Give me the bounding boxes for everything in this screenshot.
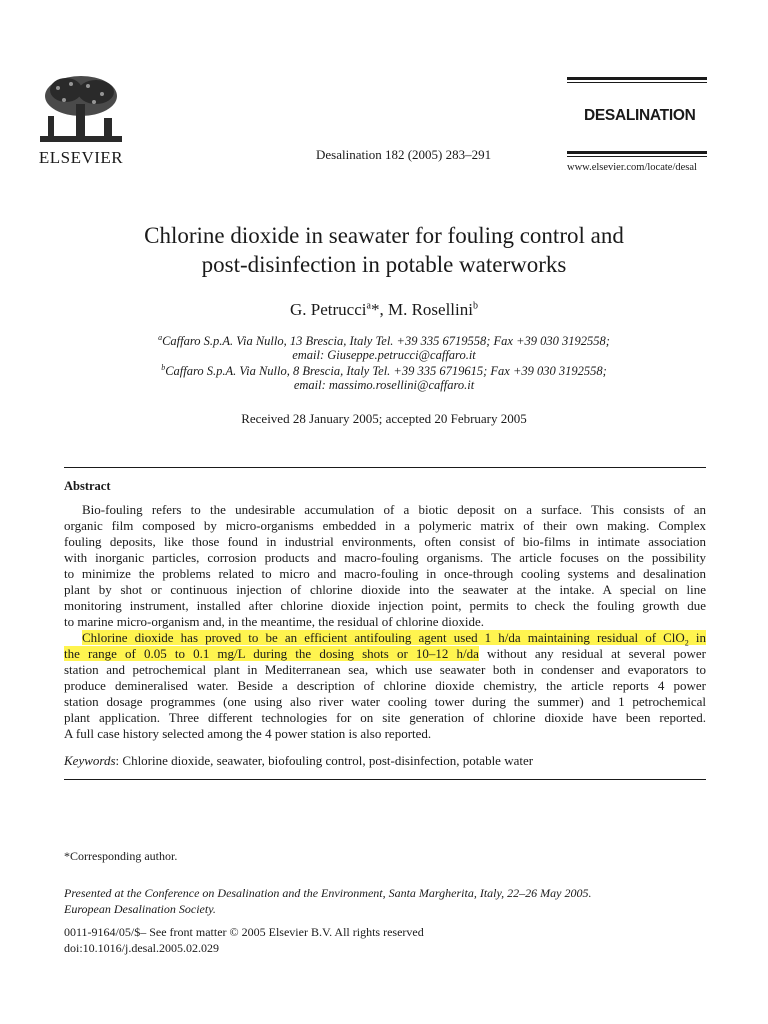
corresponding-author-note: *Corresponding author.	[64, 849, 178, 863]
affiliation-mark: a	[366, 300, 371, 312]
abstract-heading: Abstract	[64, 479, 111, 493]
author-name: G. Petrucci	[290, 300, 367, 319]
abstract-highlighted-line	[82, 630, 706, 646]
abstract-line: station dosage programmes (one using also river water cooling tower during the summer) and 1 petrochemical	[64, 694, 706, 709]
affiliation-mark: a	[158, 333, 163, 342]
journal-citation: Desalination 182 (2005) 283–291	[316, 147, 492, 162]
journal-rule-bottom	[567, 151, 707, 154]
affiliation-a-email[interactable]: email: Giuseppe.petrucci@caffaro.it	[292, 348, 476, 362]
abstract-line: Bio-fouling refers to the undesirable accumulation of a biotic deposit on a surface. This consists of an	[82, 502, 706, 517]
abstract-line: plant application. Three different technologies for on site generation of chlorine dioxide have been reported.	[64, 710, 706, 725]
corresponding-mark: *,	[370, 300, 388, 319]
abstract-line: fouling deposits, like those found in industrial environments, often consist of bio-films in intimate association	[64, 534, 706, 549]
publisher-name: ELSEVIER	[38, 148, 124, 167]
section-divider-top	[64, 467, 706, 468]
affiliation-b-email[interactable]: email: massimo.rosellini@caffaro.it	[293, 378, 475, 392]
affiliation-mark: b	[161, 363, 166, 372]
keywords	[64, 753, 533, 769]
abstract-line: A full case history selected among the 4 power station is also reported.	[64, 726, 432, 741]
abstract-line: station and petrochemical plant in Mediterranean sea, which use seawater both in condenser and evaporators to	[64, 662, 706, 677]
conference-note-line-1: Presented at the Conference on Desalination and the Environment, Santa Margherita, Italy, 22–26 May 2005.	[64, 886, 592, 900]
abstract-highlighted-line: the range of 0.05 to 0.1 mg/L during the dosing shots or 10–12 h/da without any residual at several power	[64, 646, 707, 661]
journal-rule-top	[567, 77, 707, 80]
conference-note-line-2: European Desalination Society.	[64, 902, 216, 916]
affiliation-b-line-1: $^b$Caffaro S.p.A. Via Nullo, 8 Brescia, Italy Tel. +39 335 6719615; Fax +39 030 3192558;	[161, 363, 607, 379]
keywords-text: : Chlorine dioxide, seawater, biofouling control, post-disinfection, potable water	[115, 753, 534, 768]
abstract-line: plant by shot or continuous injection of chlorine dioxide into the seawater at the intake. A special on line	[64, 582, 706, 597]
author-name: M. Rosellini	[387, 300, 473, 319]
journal-name: DESALINATION	[584, 107, 696, 124]
abstract-line: with inorganic particles, corrosion products and macro-fouling organisms. The article focuses on the possibility	[64, 550, 706, 565]
text-highlight: the range of 0.05 to 0.1 mg/L during the dosing shots or 10–12 h/da	[64, 646, 479, 661]
section-divider-bottom	[64, 779, 706, 780]
journal-rule-bottom-thin	[567, 156, 707, 157]
keywords-label: Keywords	[64, 753, 116, 768]
doi[interactable]: doi:10.1016/j.desal.2005.02.029	[64, 941, 219, 955]
text-highlight: Chlorine dioxide has proved to be an efficient antifouling agent used 1 h/da maintaining residual of ClO$_2$ in	[82, 630, 707, 648]
journal-rule-top-thin	[567, 82, 707, 83]
abstract-line: monitoring instrument, installed after chlorine dioxide injection point, permits to check the fouling growth due	[64, 598, 706, 613]
journal-url[interactable]: www.elsevier.com/locate/desal	[567, 162, 697, 173]
abstract-line: to marine micro-organism and, in the meantime, the residual of chlorine dioxide.	[64, 614, 484, 629]
paper-title-line-1: Chlorine dioxide in seawater for fouling control and	[144, 223, 624, 248]
affiliation-a-line-1: $^a$Caffaro S.p.A. Via Nullo, 13 Brescia, Italy Tel. +39 335 6719558; Fax +39 030 3192558;	[158, 333, 610, 349]
author-list	[60, 300, 708, 320]
abstract-line: produce demineralised water. Beside a description of chlorine dioxide chemistry, the article reports 4 power	[64, 678, 706, 693]
issn-copyright: 0011-9164/05/$– See front matter © 2005 Elsevier B.V. All rights reserved	[64, 925, 424, 939]
elsevier-tree-logo	[36, 74, 126, 146]
received-dates: Received 28 January 2005; accepted 20 February 2005	[241, 411, 527, 426]
abstract-line: to minimize the problems related to micro and macro-fouling in once-through cooling systems and desalination	[64, 566, 706, 581]
paper-title-line-2: post-disinfection in potable waterworks	[201, 252, 567, 277]
affiliation-mark: b	[472, 300, 478, 312]
abstract-line: organic film composed by micro-organisms embedded in a polymeric matrix of their own making. Complex	[64, 518, 706, 533]
